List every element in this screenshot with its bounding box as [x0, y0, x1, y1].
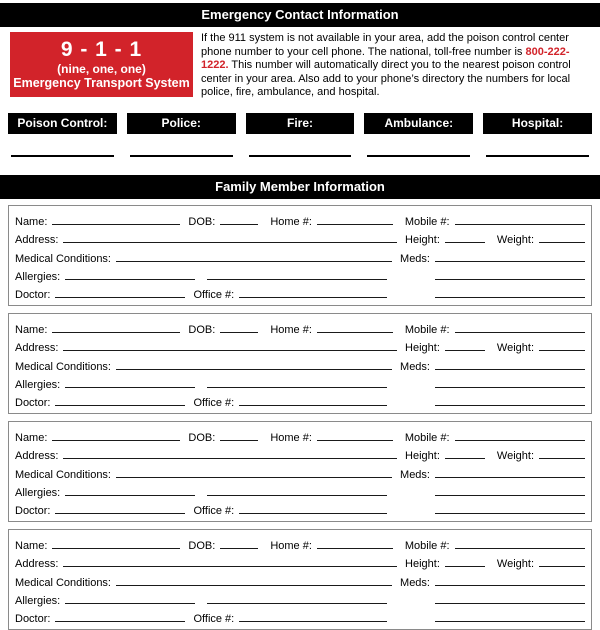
meds-continued-blank-2 [435, 297, 585, 298]
weight-blank [539, 350, 585, 351]
family-row-medical [15, 571, 585, 589]
meds-continued-blank-2 [435, 405, 585, 406]
contact-col-ambulance [364, 113, 473, 134]
height-blank [445, 458, 485, 459]
weight-label: Weight: [496, 234, 534, 247]
emergency-number-caption: Emergency Transport System [13, 76, 190, 90]
dob-label: DOB: [188, 540, 216, 553]
medical-conditions-blank [116, 477, 392, 478]
family-row-medical [15, 463, 585, 481]
family-header-bar [0, 175, 600, 199]
medical-conditions-blank [116, 585, 392, 586]
poison-control-phone-number: 800-222-1222. [201, 45, 570, 72]
medical-conditions-blank [116, 261, 392, 262]
mobile-number-blank [455, 332, 585, 333]
home-number-label: Home #: [270, 540, 312, 553]
mobile-number-blank [455, 440, 585, 441]
mobile-number-label: Mobile #: [404, 216, 450, 229]
meds-continued-blank [435, 603, 585, 604]
address-label: Address: [15, 450, 59, 463]
name-blank [52, 440, 180, 441]
allergies-continued-blank [207, 279, 387, 280]
home-number-blank [317, 224, 393, 225]
office-number-label: Office #: [193, 396, 235, 409]
home-number-blank [317, 440, 393, 441]
allergies-blank [65, 603, 195, 604]
family-member-box [8, 205, 592, 306]
office-number-blank [239, 621, 387, 622]
family-row-name [15, 535, 585, 553]
page-title: Emergency Contact Information [201, 7, 399, 22]
family-row-allergies [15, 482, 585, 500]
poison-control-paragraph [201, 32, 590, 100]
weight-blank [539, 458, 585, 459]
family-member-box [8, 421, 592, 522]
family-row-allergies [15, 266, 585, 284]
medical-conditions-label: Medical Conditions: [15, 468, 111, 481]
family-row-doctor [15, 608, 585, 626]
family-row-medical [15, 247, 585, 265]
emergency-911-box [10, 32, 193, 97]
meds-continued-blank-2 [435, 621, 585, 622]
dob-label: DOB: [188, 432, 216, 445]
allergies-label: Allergies: [15, 270, 61, 283]
fire-blank [246, 155, 355, 157]
emergency-header-bar [0, 3, 600, 27]
intro-section [10, 32, 590, 100]
medical-conditions-label: Medical Conditions: [15, 360, 111, 373]
family-row-doctor [15, 500, 585, 518]
meds-label: Meds: [400, 576, 430, 589]
office-number-label: Office #: [193, 504, 235, 517]
doctor-blank [55, 513, 185, 514]
height-blank [445, 566, 485, 567]
dob-blank [220, 332, 258, 333]
family-member-box [8, 529, 592, 630]
contact-col-poison-control [8, 113, 117, 134]
family-row-address [15, 553, 585, 571]
address-label: Address: [15, 558, 59, 571]
family-row-name [15, 211, 585, 229]
mobile-number-label: Mobile #: [404, 432, 450, 445]
mobile-number-blank [455, 548, 585, 549]
meds-blank [435, 585, 585, 586]
height-blank [445, 350, 485, 351]
meds-continued-blank [435, 387, 585, 388]
name-label: Name: [15, 324, 48, 337]
meds-continued-blank [435, 279, 585, 280]
allergies-label: Allergies: [15, 378, 61, 391]
height-label: Height: [405, 234, 440, 247]
home-number-label: Home #: [270, 216, 312, 229]
family-row-address [15, 229, 585, 247]
paragraph-text-after: This number will automatically direct you to the nearest poison control center in your area. Also add to your phone’s directory the numbers for local police, fire, ambulance, and hospital. [201, 59, 571, 99]
hospital-blank [483, 155, 592, 157]
allergies-blank [65, 495, 195, 496]
office-number-blank [239, 513, 387, 514]
meds-continued-blank [435, 495, 585, 496]
emergency-number: 9 - 1 - 1 [60, 38, 143, 61]
contact-blank-lines-row [8, 155, 592, 157]
address-blank [63, 242, 397, 243]
height-blank [445, 242, 485, 243]
doctor-blank [55, 297, 185, 298]
weight-label: Weight: [496, 342, 534, 355]
meds-label: Meds: [400, 468, 430, 481]
police-blank [127, 155, 236, 157]
office-number-label: Office #: [193, 612, 235, 625]
meds-blank [435, 477, 585, 478]
hospital-label: Hospital: [483, 113, 592, 134]
allergies-label: Allergies: [15, 594, 61, 607]
doctor-label: Doctor: [15, 288, 51, 301]
family-row-doctor [15, 284, 585, 302]
meds-continued-blank-2 [435, 513, 585, 514]
office-number-label: Office #: [193, 288, 235, 301]
family-row-allergies [15, 590, 585, 608]
family-sections [0, 205, 600, 630]
family-row-address [15, 445, 585, 463]
height-label: Height: [405, 450, 440, 463]
fire-label: Fire: [246, 113, 355, 134]
meds-blank [435, 369, 585, 370]
meds-blank [435, 261, 585, 262]
mobile-number-label: Mobile #: [404, 324, 450, 337]
ambulance-blank [364, 155, 473, 157]
weight-label: Weight: [496, 450, 534, 463]
contact-labels-row [8, 113, 592, 134]
family-section-title: Family Member Information [215, 178, 385, 194]
dob-blank [220, 224, 258, 225]
dob-label: DOB: [188, 216, 216, 229]
allergies-blank [65, 279, 195, 280]
home-number-label: Home #: [270, 324, 312, 337]
address-blank [63, 566, 397, 567]
name-label: Name: [15, 540, 48, 553]
address-blank [63, 458, 397, 459]
weight-blank [539, 242, 585, 243]
address-label: Address: [15, 342, 59, 355]
mobile-number-blank [455, 224, 585, 225]
home-number-label: Home #: [270, 432, 312, 445]
contact-col-police [127, 113, 236, 134]
family-row-medical [15, 355, 585, 373]
family-row-name [15, 319, 585, 337]
home-number-blank [317, 332, 393, 333]
family-row-doctor [15, 392, 585, 410]
address-label: Address: [15, 234, 59, 247]
office-number-blank [239, 405, 387, 406]
address-blank [63, 350, 397, 351]
doctor-blank [55, 621, 185, 622]
name-blank [52, 548, 180, 549]
emergency-number-words: (nine, one, one) [57, 62, 146, 76]
allergies-blank [65, 387, 195, 388]
allergies-label: Allergies: [15, 486, 61, 499]
height-label: Height: [405, 558, 440, 571]
doctor-blank [55, 405, 185, 406]
name-label: Name: [15, 216, 48, 229]
doctor-label: Doctor: [15, 396, 51, 409]
family-row-name [15, 427, 585, 445]
dob-blank [220, 548, 258, 549]
name-blank [52, 224, 180, 225]
office-number-blank [239, 297, 387, 298]
mobile-number-label: Mobile #: [404, 540, 450, 553]
medical-conditions-label: Medical Conditions: [15, 252, 111, 265]
dob-blank [220, 440, 258, 441]
home-number-blank [317, 548, 393, 549]
allergies-continued-blank [207, 603, 387, 604]
weight-blank [539, 566, 585, 567]
ambulance-label: Ambulance: [364, 113, 473, 134]
meds-label: Meds: [400, 360, 430, 373]
family-row-address [15, 337, 585, 355]
height-label: Height: [405, 342, 440, 355]
dob-label: DOB: [188, 324, 216, 337]
allergies-continued-blank [207, 387, 387, 388]
name-blank [52, 332, 180, 333]
family-member-box [8, 313, 592, 414]
medical-conditions-blank [116, 369, 392, 370]
weight-label: Weight: [496, 558, 534, 571]
police-label: Police: [127, 113, 236, 134]
name-label: Name: [15, 432, 48, 445]
allergies-continued-blank [207, 495, 387, 496]
paragraph-text-before: If the 911 system is not available in your area, add the poison control center phone number to your cell phone. The national, toll-free number is [201, 32, 569, 58]
meds-label: Meds: [400, 252, 430, 265]
doctor-label: Doctor: [15, 504, 51, 517]
poison-control-label: Poison Control: [8, 113, 117, 134]
doctor-label: Doctor: [15, 612, 51, 625]
contact-col-fire [246, 113, 355, 134]
family-row-allergies [15, 374, 585, 392]
medical-conditions-label: Medical Conditions: [15, 576, 111, 589]
poison-control-blank [8, 155, 117, 157]
contact-col-hospital [483, 113, 592, 134]
